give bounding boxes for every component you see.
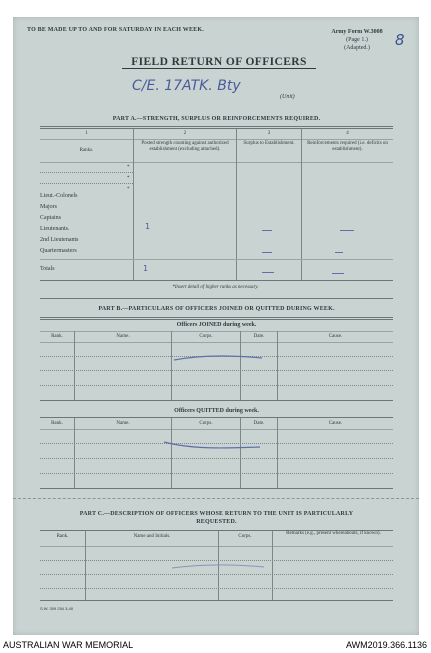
joined-bottom-rule xyxy=(40,400,393,401)
part-c-col-remarks: Remarks (e.g., present whereabouts, if known). xyxy=(286,531,381,536)
joined-col-cause: Cause. xyxy=(328,334,343,339)
joined-col-divider xyxy=(171,331,172,401)
handwritten-dash xyxy=(335,252,343,253)
quitted-row-rule xyxy=(40,458,393,459)
quitted-col-divider xyxy=(74,418,75,488)
part-b-heading-rule xyxy=(40,317,393,318)
quitted-col-divider xyxy=(277,418,278,488)
handwritten-dash xyxy=(262,272,274,273)
rank-label: Lieut.-Colonels xyxy=(40,193,78,199)
joined-col-divider xyxy=(74,331,75,401)
quitted-header-rule xyxy=(40,429,393,430)
army-form-number: Army Form W.3008 xyxy=(331,29,383,35)
joined-title-rule xyxy=(40,331,393,332)
perforation-line xyxy=(13,498,419,499)
handwritten-dash xyxy=(340,230,354,231)
part-c-col-rank: Rank. xyxy=(56,534,69,539)
part-a-bottom-rule xyxy=(40,280,393,281)
part-c-bottom-rule xyxy=(40,600,393,601)
army-form-id xyxy=(322,28,392,52)
part-b-top-rule xyxy=(40,298,393,299)
part-c-heading-line2: REQUESTED. xyxy=(196,519,237,525)
quitted-row-rule xyxy=(40,473,393,474)
joined-title: Officers JOINED during week. xyxy=(176,322,257,328)
row-rule xyxy=(40,172,133,173)
archive-name: AUSTRALIAN WAR MEMORIAL xyxy=(3,640,134,650)
rank-label: 2nd Lieutenants xyxy=(40,237,79,243)
part-c-col-name: Name and Initials. xyxy=(133,534,171,539)
joined-col-rank: Rank. xyxy=(51,334,63,339)
archive-caption-bar xyxy=(0,638,431,653)
quitted-title: Officers QUITTED during week. xyxy=(174,408,259,414)
part-a-col-header-strength: Posted strength counting against authorized establishment (excluding attached). xyxy=(141,141,229,152)
quitted-col-corps: Corps. xyxy=(199,421,213,426)
part-a-col-number: 1 xyxy=(85,131,88,136)
part-c-col-corps: Corps. xyxy=(238,534,252,539)
part-b-heading: PART B.—PARTICULARS OF OFFICERS JOINED OR QUITTED DURING WEEK. xyxy=(98,306,335,312)
part-a-col-header-surplus: Surplus to Establishment. xyxy=(243,141,295,146)
form-title: FIELD RETURN OF OFFICERS xyxy=(122,56,316,69)
part-a-col-number: 3 xyxy=(267,131,271,136)
handwritten-dash xyxy=(332,273,344,274)
totals-label: Totals xyxy=(40,266,55,272)
handwritten-totals-strength: 1 xyxy=(143,264,149,273)
asterisk: * xyxy=(127,176,130,181)
joined-header-rule xyxy=(40,342,393,343)
part-a-number-rule xyxy=(40,139,393,140)
quitted-col-divider xyxy=(240,418,241,488)
row-rule xyxy=(40,183,133,184)
quitted-col-cause: Cause. xyxy=(328,421,343,426)
part-a-top-rule xyxy=(40,126,393,127)
quitted-title-rule xyxy=(40,417,393,418)
quitted-cancel-stroke xyxy=(160,438,264,452)
form-adapted: (Adapted.) xyxy=(344,45,370,51)
part-a-footnote: *Insert detail of higher ranks as necessary. xyxy=(172,285,259,290)
form-page: (Page 1.) xyxy=(346,37,368,43)
part-c-row-rule xyxy=(40,588,393,589)
part-c-cancel-stroke xyxy=(168,560,268,572)
part-c-col-divider xyxy=(272,531,273,601)
asterisk: * xyxy=(127,187,130,192)
printer-imprint: S.W. 309 254 3-40 xyxy=(40,606,74,611)
part-c-header-rule xyxy=(40,546,393,547)
joined-col-divider xyxy=(277,331,278,401)
part-c-heading-line1: PART C.—DESCRIPTION OF OFFICERS WHOSE RETURN TO THE UNIT IS PARTICULARLY xyxy=(79,511,354,517)
part-a-col-number: 2 xyxy=(183,131,187,136)
quitted-col-date: Date. xyxy=(253,421,265,426)
handwritten-dash xyxy=(262,252,272,253)
handwritten-dash xyxy=(262,230,272,231)
form-instruction: TO BE MADE UP TO AND FOR SATURDAY IN EACH WEEK. xyxy=(27,27,204,33)
part-a-top-rule-2 xyxy=(40,128,393,129)
quitted-col-divider xyxy=(171,418,172,488)
quitted-bottom-rule xyxy=(40,488,393,489)
part-a-col-header-ranks: Ranks. xyxy=(79,148,94,153)
part-a-heading: PART A.—STRENGTH, SURPLUS OR REINFORCEMENTS REQUIRED. xyxy=(112,116,321,122)
unit-handwritten: C/E. 17ATK. Bty xyxy=(132,78,241,94)
quitted-col-name: Name. xyxy=(116,421,130,426)
archive-reference: AWM2019.366.1136 xyxy=(345,640,427,650)
asterisk: * xyxy=(127,165,130,170)
quitted-col-rank: Rank. xyxy=(51,421,63,426)
rank-label: Majors xyxy=(40,204,57,210)
part-c-row-rule xyxy=(40,574,393,575)
joined-col-date: Date. xyxy=(253,334,265,339)
joined-col-corps: Corps. xyxy=(199,334,213,339)
part-c-col-divider xyxy=(85,531,86,601)
joined-cancel-stroke xyxy=(170,352,266,364)
part-b-heading-rule-2 xyxy=(40,319,393,320)
handwritten-lieutenants-strength: 1 xyxy=(145,222,151,231)
unit-label: (Unit) xyxy=(280,94,295,100)
part-a-col-number: 4 xyxy=(346,131,349,136)
rank-label: Captains xyxy=(40,215,61,221)
joined-row-rule xyxy=(40,370,393,371)
joined-col-name: Name. xyxy=(116,334,130,339)
part-a-header-rule xyxy=(40,162,393,163)
part-a-col-header-reinforcements: Reinforcements required (i.e. deficits on establishment). xyxy=(307,141,388,152)
rank-label: Lieutenants. xyxy=(40,226,70,232)
rank-label: Quartermasters xyxy=(40,248,77,254)
joined-row-rule xyxy=(40,385,393,386)
handwritten-sheet-number: 8 xyxy=(395,31,405,49)
part-a-totals-rule xyxy=(40,259,393,260)
joined-col-divider xyxy=(240,331,241,401)
